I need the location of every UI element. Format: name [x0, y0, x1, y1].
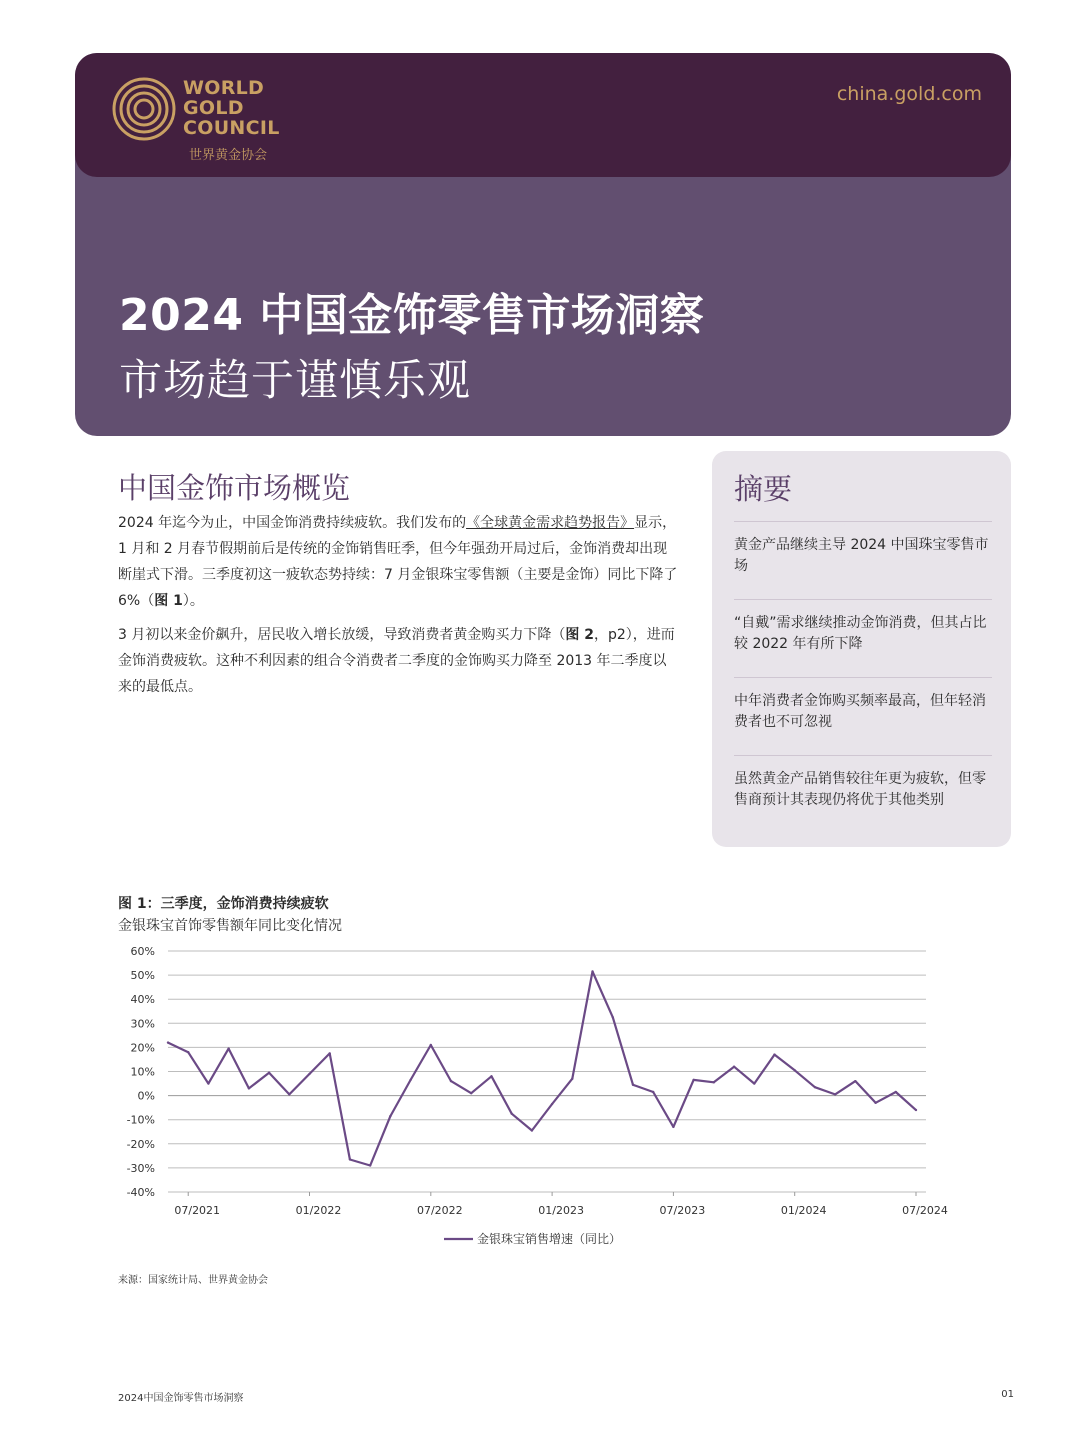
data-point [713, 1081, 715, 1083]
summary-list [734, 521, 992, 853]
data-point [672, 1126, 674, 1128]
data-point [692, 1079, 694, 1081]
data-point [915, 1109, 917, 1111]
summary-item: 中年消费者金饰购买频率最高，但年轻消费者也不可忽视 [734, 677, 992, 755]
data-point [571, 1078, 573, 1080]
data-point [632, 1084, 634, 1086]
data-point [349, 1158, 351, 1160]
hero-top-band [75, 53, 1011, 177]
logo-word: WORLD [183, 77, 265, 99]
chart-legend [444, 1231, 621, 1246]
data-point [470, 1092, 472, 1094]
site-url-link[interactable]: china.gold.com [836, 83, 982, 105]
paragraph-text: ，p2），进而金饰消费疲软。这种不利因素的组合令消费者二季度的金饰购买力降至 2013 年二季度以来的最低点。 [118, 627, 675, 695]
figure-reference: 图 2 [565, 627, 594, 643]
figure-source: 来源：国家统计局、世界黄金协会 [118, 1275, 268, 1286]
data-point [248, 1087, 250, 1089]
page-subtitle: 市场趋于谨慎乐观 [119, 356, 471, 406]
data-point [389, 1115, 391, 1117]
y-tick-label: 20% [130, 1041, 155, 1055]
figure-title: 图 1：三季度，金饰消费持续疲软 [118, 896, 329, 912]
world-gold-council-logo[interactable] [111, 76, 311, 166]
y-tick-label: -40% [126, 1186, 155, 1199]
footer-title: 2024中国金饰零售市场洞察 [118, 1393, 244, 1404]
logo-wordmark [183, 78, 323, 138]
paragraph-text: ）。 [182, 593, 204, 609]
data-point [167, 1041, 169, 1043]
data-point [591, 970, 593, 972]
data-point [369, 1164, 371, 1166]
data-point [814, 1086, 816, 1088]
x-tick-label: 07/2023 [659, 1204, 706, 1217]
paragraph-text: 3 月初以来金价飙升，居民收入增长放缓，导致消费者黄金购买力下降（ [118, 627, 566, 643]
x-tick-label: 07/2024 [902, 1204, 948, 1217]
x-tick-label: 01/2022 [295, 1204, 342, 1217]
logo-rings-icon [111, 76, 177, 142]
chart-series [167, 970, 917, 1166]
x-axis-ticks [174, 1192, 947, 1217]
y-tick-label: 40% [130, 993, 155, 1007]
page-number: 01 [1001, 1389, 1014, 1400]
data-point [227, 1047, 229, 1049]
y-tick-label: -10% [126, 1113, 155, 1127]
y-tick-label: 30% [130, 1017, 155, 1031]
data-point [187, 1051, 189, 1053]
figure-reference: 图 1 [154, 593, 183, 609]
y-tick-label: 0% [137, 1089, 155, 1103]
logo-word: COUNCIL [183, 117, 280, 139]
overview-paragraph-2 [118, 622, 678, 700]
x-tick-label: 01/2024 [780, 1204, 827, 1217]
x-tick-label: 07/2021 [174, 1204, 221, 1217]
data-point [450, 1080, 452, 1082]
data-point [308, 1073, 310, 1075]
data-point [329, 1052, 331, 1054]
data-point [895, 1091, 897, 1093]
data-point [430, 1044, 432, 1046]
page-title: 2024 中国金饰零售市场洞察 [119, 290, 705, 341]
y-tick-label: 10% [130, 1065, 155, 1079]
x-tick-label: 01/2023 [538, 1204, 584, 1217]
figure-subtitle: 金银珠宝首饰零售额年同比变化情况 [118, 918, 342, 934]
data-point [794, 1069, 796, 1071]
paragraph-text: 显示，1 月和 2 月春节假期前后是传统的金饰销售旺季，但今年强劲开局过后，金饰消费却出现断崖式下滑。三季度初这一疲软态势持续：7 月金银珠宝零售额（主要是金饰）同比下降了 6%（ [118, 515, 678, 609]
data-point [874, 1102, 876, 1104]
y-tick-label: 50% [130, 969, 155, 983]
summary-item: 黄金产品继续主导 2024 中国珠宝零售市场 [734, 521, 992, 599]
data-point [753, 1082, 755, 1084]
data-point [773, 1053, 775, 1055]
y-tick-label: -20% [126, 1137, 155, 1151]
data-point [207, 1082, 209, 1084]
hero-banner [75, 53, 1011, 436]
gold-demand-trends-link[interactable]: 《全球黄金需求趋势报告》 [466, 515, 635, 531]
summary-panel [712, 451, 1011, 847]
data-point [854, 1080, 856, 1082]
data-point [551, 1103, 553, 1105]
y-tick-label: 60% [130, 945, 155, 958]
logo-chinese-name: 世界黄金协会 [189, 148, 268, 163]
data-point [268, 1072, 270, 1074]
overview-paragraph-1 [118, 510, 678, 614]
data-point [652, 1091, 654, 1093]
summary-item: “自戴”需求继续推动金饰消费，但其占比较 2022 年有所下降 [734, 599, 992, 677]
line-chart [118, 940, 948, 1252]
summary-item: 虽然黄金产品销售较往年更为疲软，但零售商预计其表现仍将优于其他类别 [734, 755, 992, 853]
data-point [490, 1075, 492, 1077]
y-axis-ticks [127, 945, 155, 1199]
summary-heading: 摘要 [734, 472, 793, 506]
series-line [168, 972, 916, 1166]
logo-word: GOLD [183, 97, 244, 119]
data-point [834, 1093, 836, 1095]
data-point [510, 1112, 512, 1114]
data-point [409, 1079, 411, 1081]
paragraph-text: 2024 年迄今为止，中国金饰消费持续疲软。我们发布的 [118, 515, 467, 531]
data-point [612, 1016, 614, 1018]
x-tick-label: 07/2022 [416, 1204, 463, 1217]
chart-grid [168, 951, 926, 1192]
overview-heading: 中国金饰市场概览 [118, 471, 351, 505]
data-point [531, 1129, 533, 1131]
data-point [733, 1065, 735, 1067]
data-point [288, 1093, 290, 1095]
legend-label: 金银珠宝销售增速（同比） [477, 1232, 622, 1246]
y-tick-label: -30% [126, 1161, 155, 1175]
